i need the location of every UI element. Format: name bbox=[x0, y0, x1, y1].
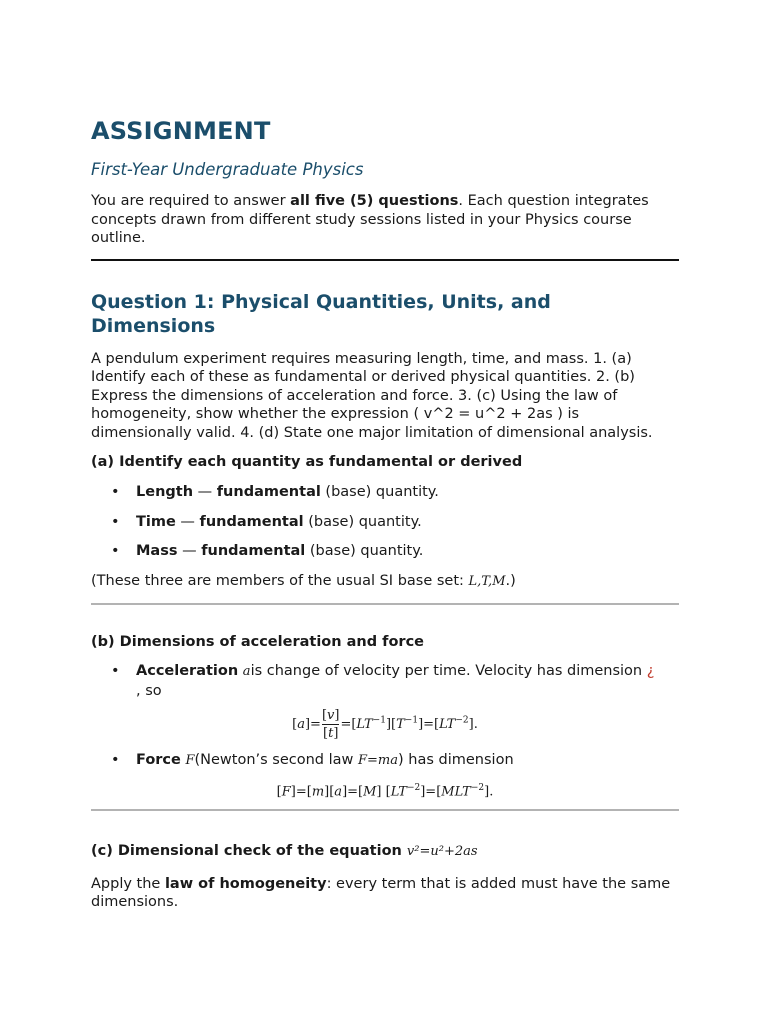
glyph-marker: ¿ bbox=[646, 663, 655, 679]
bullet-icon: • bbox=[111, 484, 120, 500]
bullet-icon: • bbox=[111, 663, 120, 679]
part-divider bbox=[91, 809, 679, 811]
part-c-heading: (c) Dimensional check of the equation v²=u²+2as bbox=[91, 842, 478, 859]
part-b-heading: (b) Dimensions of acceleration and force bbox=[91, 634, 425, 650]
part-b-list-2 bbox=[91, 751, 679, 771]
question-1-heading: Question 1: Physical Quantities, Units, and Dimensions bbox=[91, 290, 551, 337]
part-a-list bbox=[91, 483, 679, 561]
bullet-icon: • bbox=[111, 543, 120, 559]
list-item: • Time — fundamental (base) quantity. bbox=[111, 513, 422, 530]
bullet-icon: • bbox=[111, 513, 120, 530]
part-a-heading: (a) Identify each quantity as fundamental or derived bbox=[91, 454, 523, 470]
list-item: • Length — fundamental (base) quantity. bbox=[111, 484, 439, 500]
question-1-prompt: A pendulum experiment requires measuring length, time, and mass. 1. (a) Identify each of these as fundamental or derived physical quantities. 2. (b) Express the dimensions of acceleration and force. 3. (c) Using the law of homogeneity, show whether the expression ( v^2 = u^2 + 2as ) is dimensionally valid. 4. (d) State one major limitation of dimensional analysis. bbox=[91, 350, 653, 441]
part-divider bbox=[91, 603, 679, 605]
si-base-note: (These three are members of the usual SI base set: L,T,M.) bbox=[91, 572, 516, 589]
bullet-icon: • bbox=[111, 752, 120, 768]
document-title: ASSIGNMENT bbox=[91, 117, 271, 145]
document-subtitle: First-Year Undergraduate Physics bbox=[91, 160, 364, 179]
homogeneity-paragraph: Apply the law of homogeneity: every term that is added must have the same dimensions. bbox=[91, 875, 671, 911]
force-equation: [F]=[m][a]=[M] $[LT^{-2}]=[MLT^{-2}]$. bbox=[276, 782, 494, 799]
section-divider bbox=[91, 259, 679, 261]
acceleration-item: • Acceleration ais change of velocity per time. Velocity has dimension ¿ , so bbox=[111, 663, 655, 699]
document-content bbox=[91, 114, 679, 912]
part-b-list bbox=[91, 662, 679, 700]
force-item: • Force F(Newton’s second law F=ma) has dimension bbox=[111, 752, 514, 768]
acceleration-equation: [a]= $\frac{[v]}{[t]}$ $=[LT^{-1}][T^{-1}]=[LT^{-2}]$. bbox=[292, 708, 478, 741]
intro-paragraph: You are required to answer all five (5) questions. Each question integrates concepts drawn from different study sessions listed in your Physics course outline. bbox=[91, 193, 649, 246]
list-item: • Mass — fundamental (base) quantity. bbox=[111, 543, 424, 559]
